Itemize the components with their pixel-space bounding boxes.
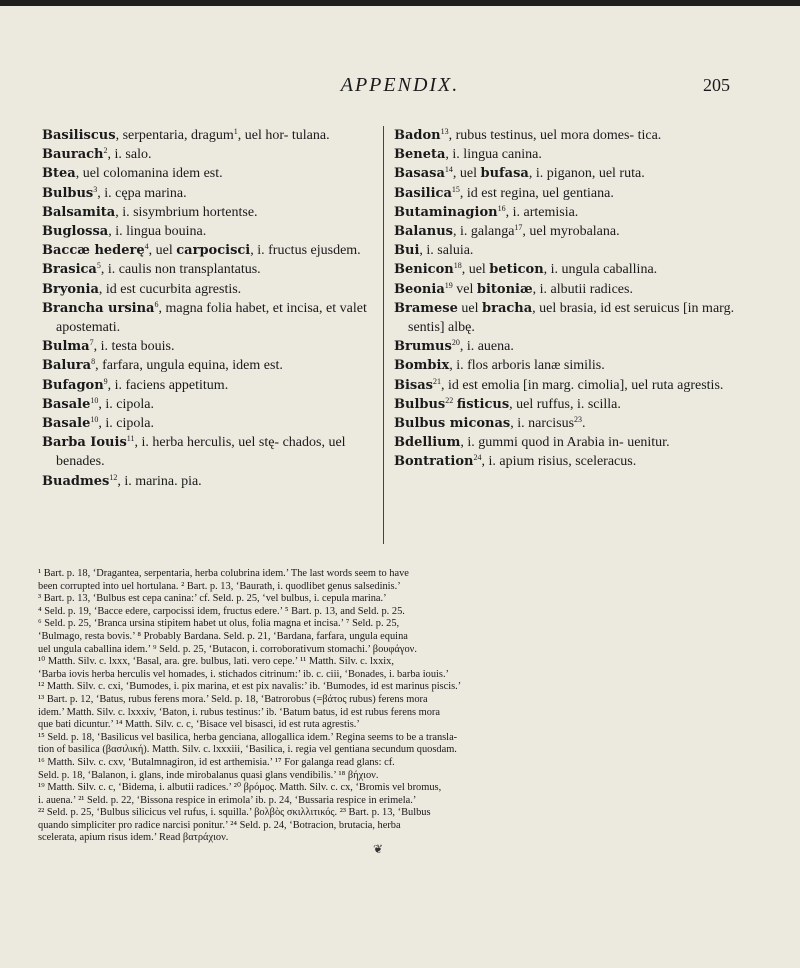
footnote-ref: 16 <box>497 203 506 213</box>
footnote-ref: 14 <box>444 165 453 175</box>
entry-headword: Buadmes <box>42 473 110 489</box>
footnote-line: ¹⁶ Matth. Silv. c. cxv, ‘Butalmnagiron, id est arthemisia.’ ¹⁷ For galanga read glans: cf. <box>38 756 395 768</box>
glossary-entry <box>42 433 382 471</box>
entry-gloss: , i. cipola. <box>98 396 154 412</box>
glossary-entry <box>42 222 382 241</box>
glossary-entry <box>42 395 382 414</box>
end-ornament: ❦ <box>373 842 384 856</box>
glossary-entry <box>394 184 744 203</box>
entry-headword: Brumus <box>394 339 452 355</box>
entry-gloss: , uel <box>148 243 177 259</box>
entry-headword: Bulma <box>42 339 90 355</box>
entry-headword: Basasa <box>394 166 445 182</box>
glossary-entry <box>394 164 744 183</box>
entry-gloss: , i. testa bouis. <box>93 339 175 355</box>
glossary-entry <box>42 260 382 279</box>
entry-gloss: , i. sisymbrium hortentse. <box>115 204 258 220</box>
footnote-ref: 21 <box>433 376 441 386</box>
entry-gloss: , i. apium risius, sceleracus. <box>481 454 637 470</box>
glossary-entry <box>394 299 744 337</box>
entry-gloss: , id est emolia [in marg. cimolia], uel ruta agrestis. <box>441 377 724 393</box>
column-divider <box>383 126 384 544</box>
footnotes <box>38 568 756 845</box>
glossary-entry <box>42 472 382 491</box>
entry-variant-headword: bufasa <box>480 166 529 182</box>
footnote-ref: 5 <box>96 261 101 271</box>
glossary-entry <box>394 203 744 222</box>
entry-gloss-tail: , uel ruffus, i. scilla. <box>509 396 621 412</box>
footnote-line: ¹² Matth. Silv. c. cxi, ‘Bumodes, i. pix marina, et est pix navalis:’ ib. ‘Bumodes, id est marinus piscis.’ <box>38 681 462 693</box>
glossary-entry <box>394 395 744 414</box>
entry-headword: Basiliscus <box>42 128 116 143</box>
running-title: APPENDIX. <box>340 74 460 96</box>
entry-gloss: , i. saluia. <box>419 243 474 259</box>
entry-headword: Balura <box>42 358 92 374</box>
glossary-entry <box>394 241 744 260</box>
entry-gloss: , uel <box>461 262 490 278</box>
footnote-line: i. auena.’ ²¹ Seld. p. 22, ‘Bissona respice in erimola’ ib. p. 24, ‘Bussaria respice in erimela.’ <box>38 794 417 806</box>
glossary-entry <box>42 126 382 145</box>
entry-headword: Baccæ hederę <box>42 243 145 259</box>
footnote-line: ¹³ Bart. p. 12, ‘Batus, rubus ferens mora.’ Seld. p. 18, ‘Batrorobus (=βάτος rubus) ferens mora <box>38 693 428 705</box>
entry-headword: Butaminagion <box>394 204 498 220</box>
glossary-entry <box>42 184 382 203</box>
entry-gloss: , i. lingua canina. <box>445 147 542 163</box>
footnote-ref: 15 <box>451 184 460 194</box>
entry-gloss-tail: , i. ungula caballina. <box>543 262 658 278</box>
entry-headword: Bulbus <box>394 396 446 412</box>
entry-gloss: , i. auena. <box>459 339 514 355</box>
entry-headword: Brancha ursina <box>42 300 155 316</box>
entry-gloss-tail: , uel hor- tulana. <box>237 128 330 143</box>
entry-headword: Balsamita <box>42 204 116 220</box>
footnote-ref: 20 <box>451 338 460 348</box>
entry-gloss: , i. cipola. <box>98 416 154 432</box>
entry-gloss: uel <box>457 300 482 316</box>
entry-gloss: , i. faciens appetitum. <box>107 377 229 393</box>
glossary-entry <box>394 260 744 279</box>
entry-gloss-tail: , i. fructus ejusdem. <box>250 243 361 259</box>
entry-headword: Bryonia <box>42 281 99 297</box>
glossary-entry <box>42 299 382 337</box>
footnote-ref: 6 <box>154 299 159 309</box>
entry-gloss: , serpentaria, dragum <box>115 128 234 143</box>
glossary-entry <box>394 126 744 145</box>
left-column <box>42 126 382 491</box>
entry-gloss-tail: , uel brasia, id est seruicus [in marg. sentis] albę. <box>408 300 735 336</box>
entry-headword: Buglossa <box>42 224 109 240</box>
footnote-line: ‘Bulmago, resta bovis.’ ⁸ Probably Bardana. Seld. p. 21, ‘Bardana, farfara, ungula equina <box>38 630 408 642</box>
footnote-line: uel ungula caballina idem.’ ⁹ Seld. p. 25, ‘Butacon, i. corroborativum stomachi.’ βουφάγον. <box>38 643 417 655</box>
glossary-entry <box>42 203 382 222</box>
footnote-line: Seld. p. 18, ‘Balanon, i. glans, inde mirobalanus quasi glans vendibilis.’ ¹⁸ βήχιον. <box>38 769 379 781</box>
glossary-entry <box>394 452 744 471</box>
footnote-line: idem.’ Matth. Silv. c. lxxxiv, ‘Baton, i. rubus testinus:’ ib. ‘Batum batus, id est rubus ferens mora <box>38 706 441 718</box>
entry-headword: Basale <box>42 396 91 412</box>
entry-gloss: , uel <box>452 166 481 182</box>
entry-gloss: , uel colomanina idem est. <box>75 166 223 182</box>
entry-variant-headword: bitoniæ <box>476 281 533 297</box>
entry-gloss: , i. lingua bouina. <box>108 224 207 240</box>
entry-gloss: , rubus testinus, uel mora domes- tica. <box>448 128 662 143</box>
glossary-entry <box>394 356 744 375</box>
footnote-ref: 1 <box>233 127 238 136</box>
footnote-ref: 10 <box>90 415 99 425</box>
entry-headword: Baurach <box>42 147 104 163</box>
footnote-line: scelerata, apium risus idem.’ Read βατράχιον. <box>38 832 229 844</box>
entry-gloss: , i. caulis non transplantatus. <box>100 262 261 278</box>
glossary-entry <box>42 356 382 375</box>
footnote-ref: 24 <box>473 453 482 463</box>
entry-variant-headword: carpocisci <box>176 243 251 259</box>
footnote-line: ³ Bart. p. 13, ‘Bulbus est cepa canina:’ cf. Seld. p. 25, ‘vel bulbus, i. cepula marina.’ <box>38 593 387 605</box>
entry-gloss: , i. marina. pia. <box>117 473 202 489</box>
glossary-entry <box>394 414 744 433</box>
footnote-line: been corrupted into uel hortulana. ² Bart. p. 13, ‘Baurath, i. quodlibet genus salsedinis.’ <box>38 580 401 592</box>
entry-headword: Badon <box>394 128 441 143</box>
glossary-entry <box>394 280 744 299</box>
page-header <box>0 74 800 102</box>
glossary-entry <box>394 145 744 164</box>
entry-gloss: vel <box>452 281 477 297</box>
entry-headword: Basale <box>42 416 91 432</box>
entry-headword: Btea <box>42 166 76 182</box>
footnote-line: ¹ Bart. p. 18, ‘Dragantea, serpentaria, herba colubrina idem.’ The last words seem to have <box>38 568 409 579</box>
entry-headword: Benicon <box>394 262 454 278</box>
entry-headword: Bufagon <box>42 377 104 393</box>
footnote-ref: 17 <box>514 223 523 233</box>
footnote-line: quando simpliciter pro radice narcisi ponitur.’ ²⁴ Seld. p. 24, ‘Botracion, brutacia, herba <box>38 819 401 831</box>
glossary-entry <box>42 164 382 183</box>
glossary-entry <box>42 337 382 356</box>
footnote-ref: 7 <box>89 338 94 348</box>
entry-headword: Balanus <box>394 224 453 240</box>
footnote-line: ²² Seld. p. 25, ‘Bulbus silicicus vel rufus, i. squilla.’ βολβὸς σκιλλιτικός. ²³ Bart. p. 13, ‘Bulbus <box>38 807 431 819</box>
right-column <box>386 126 744 472</box>
footnote-ref: 4 <box>144 242 149 252</box>
entry-headword: Bulbus miconas <box>394 416 511 432</box>
entry-gloss-tail: , i. albutii radices. <box>532 281 633 297</box>
entry-headword: Beneta <box>394 147 446 163</box>
page-number: 205 <box>703 75 730 95</box>
footnote-ref: 8 <box>91 357 96 367</box>
glossary-entry <box>42 280 382 299</box>
entry-gloss: , i. herba herculis, uel stę- chados, uel benades. <box>56 435 346 470</box>
glossary-entry <box>394 433 744 452</box>
entry-headword: Brasica <box>42 262 97 278</box>
footnote-line: ¹⁰ Matth. Silv. c. lxxx, ‘Basal, ara. gre. bulbus, lati. vero cepe.’ ¹¹ Matth. Silv. c. lxxix, <box>38 656 394 668</box>
entry-gloss: , i. artemisia. <box>505 204 579 220</box>
glossary-entry <box>394 376 744 395</box>
entry-gloss-tail: . <box>582 416 586 432</box>
entry-gloss-tail: , uel myrobalana. <box>522 224 620 240</box>
entry-gloss: , id est cucurbita agrestis. <box>98 281 242 297</box>
entry-variant-headword: beticon <box>489 262 544 278</box>
entry-gloss: , i. gummi quod in Arabia in- uenitur. <box>460 435 670 451</box>
footnote-line: ⁶ Seld. p. 25, ‘Branca ursina stipitem habet ut olus, folia magna et incisa.’ ⁷ Seld. p. 25, <box>38 618 400 630</box>
footnote-line: ‘Barba iovis herba herculis vel homades, i. stichados citrinum:’ ib. c. ciii, ‘Bonades, i. barba iouis.’ <box>38 668 449 680</box>
glossary-columns <box>42 126 756 556</box>
entry-gloss: , i. flos arboris lanæ similis. <box>449 358 605 374</box>
entry-variant-headword: fisticus <box>456 396 510 412</box>
entry-variant-headword: bracha <box>482 300 533 316</box>
entry-headword: Bombix <box>394 358 450 374</box>
footnote-line: que bati dicuntur.’ ¹⁴ Matth. Silv. c. c, ‘Bisace vel bisasci, id est ruta agrestis.’ <box>38 719 360 731</box>
entry-gloss: , i. salo. <box>107 147 152 163</box>
entry-gloss: , i. narcisus <box>510 416 575 432</box>
entry-headword: Basilica <box>394 185 452 201</box>
entry-gloss: , i. cępa marina. <box>97 185 187 201</box>
footnote-ref: 10 <box>90 395 99 405</box>
glossary-entry <box>42 145 382 164</box>
entry-headword: Bramese <box>394 300 458 316</box>
footnote-line: ¹⁵ Seld. p. 18, ‘Basilicus vel basilica, herba genciana, allogallica idem.’ Regina seems to be a transla- <box>38 731 458 743</box>
glossary-entry <box>42 414 382 433</box>
footnote-ref: 22 <box>445 395 454 405</box>
footnote-line: ⁴ Seld. p. 19, ‘Bacce edere, carpocissi idem, fructus edere.’ ⁵ Bart. p. 13, and Seld. p. 25. <box>38 605 405 617</box>
entry-gloss: , magna folia habet, et incisa, et valet apostemati. <box>56 300 367 336</box>
entry-headword: Bisas <box>394 377 433 393</box>
glossary-entry <box>42 376 382 395</box>
entry-gloss: , i. galanga <box>453 224 515 240</box>
entry-gloss: , farfara, ungula equina, idem est. <box>95 358 283 374</box>
footnote-ref: 2 <box>103 146 108 156</box>
footnote-ref: 19 <box>444 280 453 290</box>
footnote-ref: 18 <box>453 261 462 271</box>
footnote-line: ¹⁹ Matth. Silv. c. c, ‘Bidema, i. albutii radices.’ ²⁰ βρόμος. Matth. Silv. c. cx, ‘Bromis vel bromus, <box>38 782 442 794</box>
entry-headword: Barba Iouis <box>42 435 127 451</box>
book-page <box>0 6 800 968</box>
glossary-entry <box>42 241 382 260</box>
entry-headword: Bulbus <box>42 185 94 201</box>
entry-headword: Bui <box>394 243 420 259</box>
entry-headword: Bdellium <box>394 435 461 451</box>
entry-headword: Beonia <box>394 281 445 297</box>
entry-gloss: , id est regina, uel gentiana. <box>459 185 614 201</box>
footnote-ref: 12 <box>109 472 118 482</box>
footnote-ref: 3 <box>93 184 98 194</box>
footnote-ref: 13 <box>440 127 449 136</box>
footnote-line: tion of basilica (βασιλική). Matth. Silv. c. lxxxiii, ‘Basilica, i. regia vel gentiana secundum quosdam. <box>38 744 457 756</box>
entry-gloss-tail: , i. piganon, uel ruta. <box>528 166 645 182</box>
footnote-ref: 9 <box>103 376 108 386</box>
entry-headword: Bontration <box>394 454 474 470</box>
glossary-entry <box>394 337 744 356</box>
footnote-ref: 23 <box>574 415 583 425</box>
glossary-entry <box>394 222 744 241</box>
footnote-ref: 11 <box>126 434 135 444</box>
